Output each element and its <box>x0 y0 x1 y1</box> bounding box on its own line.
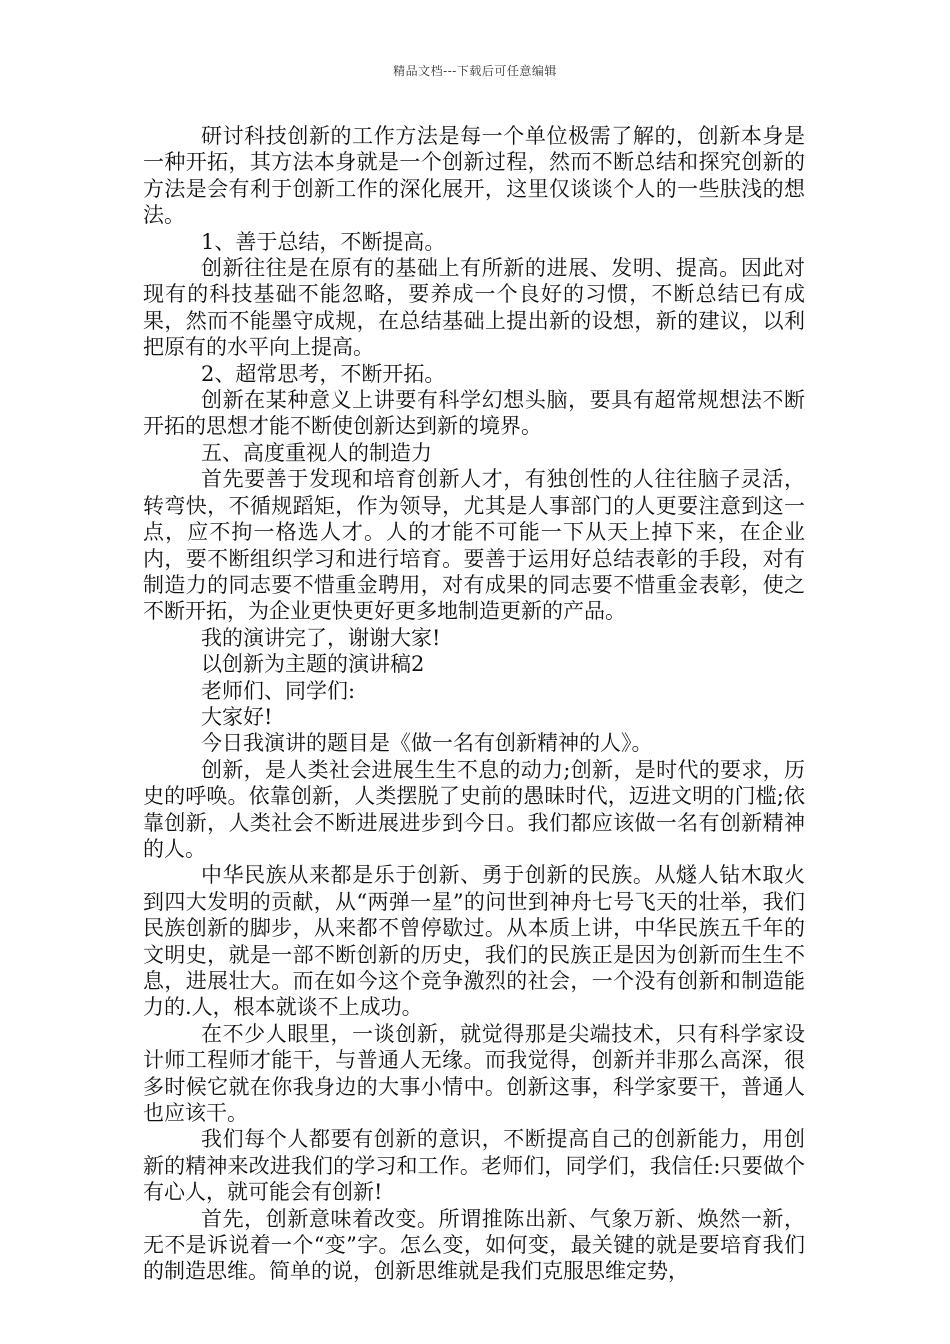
closing-line: 我的演讲完了，谢谢大家! <box>201 625 441 650</box>
document-body <box>143 123 805 1285</box>
paragraph: 创新，是人类社会进展生生不息的动力;创新，是时代的要求，历史的呼唤。依靠创新，人类摆脱了史前的愚昧时代，迈进文明的门槛;依靠创新，人类社会不断进展进步到今日。我们都应该做一名有创新精神的人。 <box>143 757 805 861</box>
paragraph: 在不少人眼里，一谈创新，就觉得那是尖端技术，只有科学家设计师工程师才能干，与普通人无缘。而我觉得，创新并非那么高深，很多时候它就在你我身边的大事小情中。创新这事，科学家要干，普通人也应该干。 <box>143 1021 805 1126</box>
paragraph: 中华民族从来都是乐于创新、勇于创新的民族。从燧人钻木取火到四大发明的贡献，从“两弹一星”的问世到神舟七号飞天的壮举，我们民族创新的脚步，从来都不曾停歇过。从本质上讲，中华民族五千年的文明史，就是一部不断创新的历史，我们的民族正是因为创新而生生不息，进展壮大。而在如今这个竞争激烈的社会，一个没有创新和制造能力的.人，根本就谈不上成功。 <box>143 863 805 1020</box>
paragraph: 今日我演讲的题目是《做一名有创新精神的人》。 <box>201 731 653 756</box>
paragraph: 创新往往是在原有的基础上有所新的进展、发明、提高。因此对现有的科技基础不能忽略，要养成一个良好的习惯，不断总结已有成果，然而不能墨守成规，在总结基础上提出新的设想，新的建议，以利把原有的水平向上提高。 <box>143 256 805 360</box>
paragraph: 我们每个人都要有创新的意识，不断提高自己的创新能力，用创新的精神来改进我们的学习和工作。老师们，同学们，我信任:只要做个有心人，就可能会有创新! <box>143 1127 805 1205</box>
page-header: 精品文档---下载后可任意编辑 <box>393 64 557 78</box>
section-heading: 五、高度重视人的制造力 <box>201 440 432 465</box>
greeting: 大家好! <box>201 704 273 729</box>
section-heading: 1、善于总结，不断提高。 <box>201 229 446 254</box>
paragraph: 创新在某种意义上讲要有科学幻想头脑，要具有超常规想法不断开拓的思想才能不断使创新达到新的境界。 <box>143 388 805 439</box>
paragraph: 首先，创新意味着改变。所谓推陈出新、气象万新、焕然一新，无不是诉说着一个“变”字。怎么变，如何变，最关键的就是要培育我们的制造思维。简单的说，创新思维就是我们克服思维定势， <box>143 1206 805 1284</box>
speech-title: 以创新为主题的演讲稿2 <box>201 652 425 677</box>
section-heading: 2、超常思考，不断开拓。 <box>201 361 446 386</box>
salutation: 老师们、同学们: <box>201 678 356 703</box>
paragraph: 首先要善于发现和培育创新人才，有独创性的人往往脑子灵活，转弯快，不循规蹈矩，作为领导，尤其是人事部门的人更要注意到这一点，应不拘一格选人才。人的才能不可能一下从天上掉下来，在企业内，要不断组织学习和进行培育。要善于运用好总结表彰的手段，对有制造力的同志要不惜重金聘用，对有成果的同志要不惜重金表彰，使之不断开拓，为企业更快更好更多地制造更新的产品。 <box>143 467 805 624</box>
paragraph: 研讨科技创新的工作方法是每一个单位极需了解的，创新本身是一种开拓，其方法本身就是一个创新过程，然而不断总结和探究创新的方法是会有利于创新工作的深化展开，这里仅谈谈个人的一些肤浅的想法。 <box>143 124 805 228</box>
